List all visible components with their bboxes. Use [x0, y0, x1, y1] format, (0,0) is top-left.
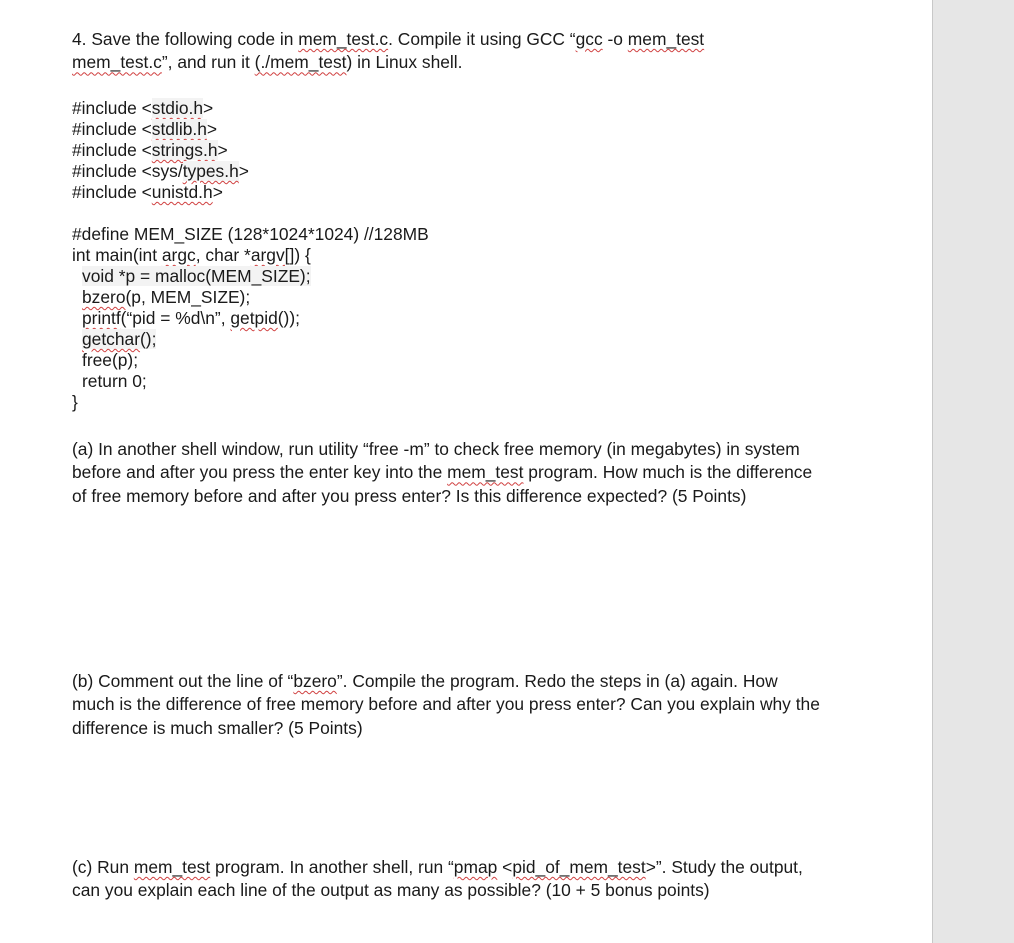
window-side-gutter: [932, 0, 1014, 943]
code-line-include: #include <sys/types.h>: [72, 160, 249, 181]
spellcheck-word: mem_test.c: [298, 29, 389, 49]
code-line-include: #include <unistd.h>: [72, 181, 223, 202]
code-line-main: int main(int argc, char *argv[]) {: [72, 244, 311, 265]
code-line-free: free(p);: [82, 349, 139, 370]
part-b-text: (b) Comment out the line of “bzero”. Compile the program. Redo the steps in (a) again. How much is the difference of free memory before and after you press enter? Can you explain why the difference is much smaller? (5 Points): [72, 671, 820, 738]
spellcheck-word: mem_test.c: [72, 52, 162, 73]
code-line-printf: printf(“pid = %d\n”, getpid());: [82, 307, 300, 328]
document-content: [72, 28, 832, 413]
code-line-include: #include <strings.h>: [72, 139, 228, 160]
code-line-close-brace: }: [72, 391, 78, 412]
question-4-intro: 4. Save the following code in mem_test.c. Compile it using GCC “gcc -o mem_test mem_test.c”, and run it (./mem_test) in Linux shell.: [72, 29, 705, 73]
code-line-include: #include <stdio.h>: [72, 97, 214, 118]
spellcheck-word: gcc: [575, 29, 603, 49]
spellcheck-word: mem_test: [627, 29, 705, 49]
code-line-malloc: void *p = malloc(MEM_SIZE);: [82, 265, 311, 286]
code-line-getchar: getchar();: [82, 328, 157, 349]
code-line-bzero: bzero(p, MEM_SIZE);: [82, 286, 251, 307]
spellcheck-word: (./mem_test: [254, 52, 347, 73]
code-block: [72, 98, 832, 413]
part-c-text: (c) Run mem_test program. In another shell, run “pmap <pid_of_mem_test>”. Study the output, can you explain each line of the output as many as possible? (10 + 5 bonus points): [72, 857, 803, 901]
code-line-include: #include <stdlib.h>: [72, 118, 218, 139]
code-line-define: #define MEM_SIZE (128*1024*1024) //128MB: [72, 223, 429, 244]
part-a-text: (a) In another shell window, run utility “free -m” to check free memory (in megabytes) in system before and after you press the enter key into the mem_test program. How much is the difference of free memory before and after you press enter? Is this difference expected? (5 Points): [72, 439, 813, 506]
code-line-return: return 0;: [82, 370, 147, 391]
